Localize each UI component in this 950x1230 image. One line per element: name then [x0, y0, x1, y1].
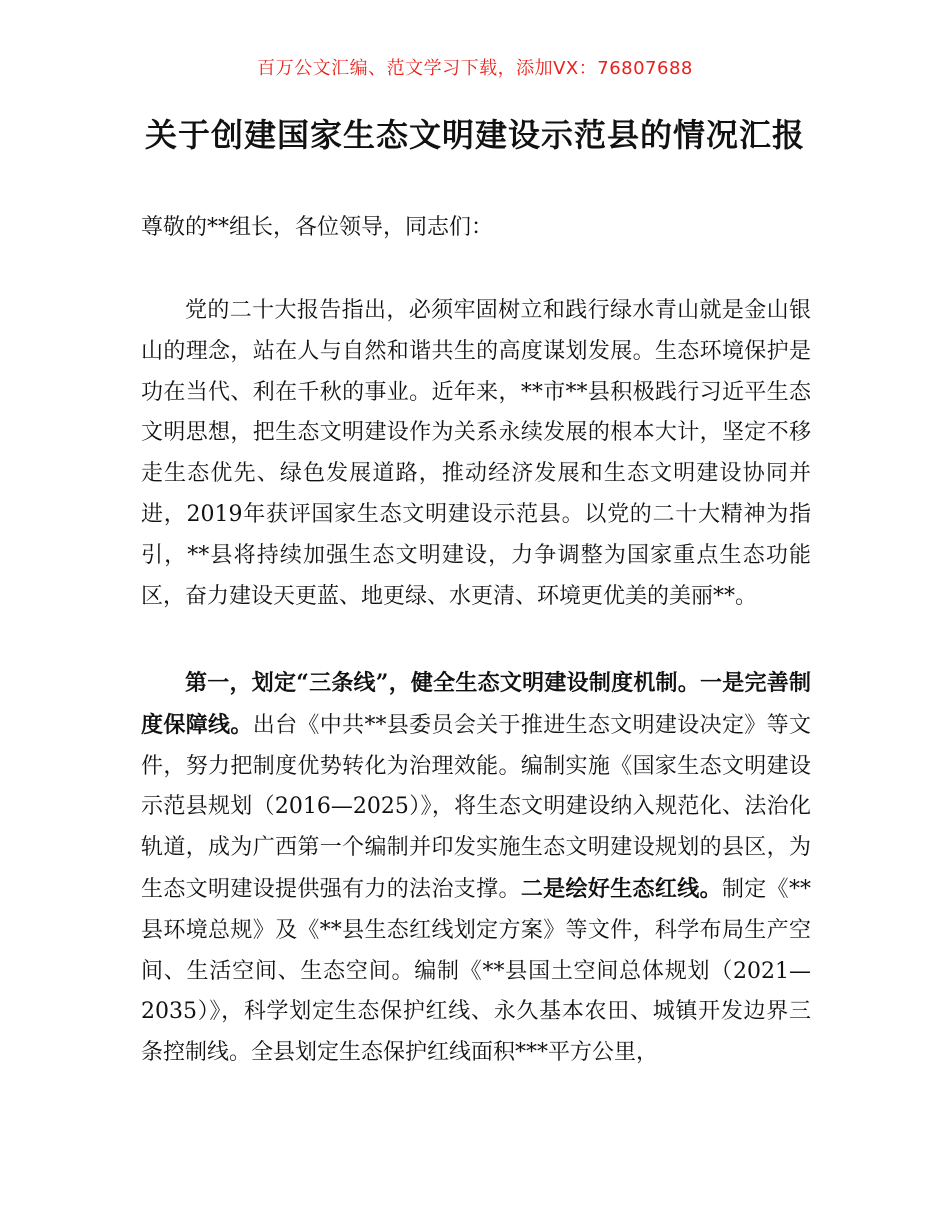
section-heading: 第一，划定“三条线”，健全生态文明建设制度机制。	[185, 670, 701, 696]
point-one-text: 出台《中共**县委员会关于推进生态文明建设决定》等文件，努力把制度优势转化为治理效能。编制实施《国家生态文明建设示范县规划（2016—2025）》，将生态文明建设纳入规范化、法治化轨道，成为广西第一个编制并印发实施生态文明建设规划的县区，为生态文明建设提供强有力的法治支撑。	[141, 712, 811, 902]
document-title: 关于创建国家生态文明建设示范县的情况汇报	[144, 116, 805, 154]
paragraph-intro: 党的二十大报告指出，必须牢固树立和践行绿水青山就是金山银山的理念，站在人与自然和谐共生的高度谋划发展。生态环境保护是功在当代、利在千秋的事业。近年来，**市**县积极践行习近平生态文明思想，把生态文明建设作为关系永续发展的根本大计，坚定不移走生态优先、绿色发展道路，推动经济发展和生态文明建设协同并进，2019年获评国家生态文明建设示范县。以党的二十大精神为指引，**县将持续加强生态文明建设，力争调整为国家重点生态功能区，奋力建设天更蓝、地更绿、水更清、环境更优美的美丽**。	[141, 298, 811, 609]
paragraph-section-one	[141, 663, 811, 1074]
point-two-text: 制定《**县环境总规》及《**县生态红线划定方案》等文件，科学布局生产空间、生活空间、生态空间。编制《**县国土空间总体规划（2021—2035）》，科学划定生态保护红线、永久基本农田、城镇开发边界三条控制线。全县划定生态保护红线面积***平方公里，	[141, 876, 811, 1066]
watermark-banner: 百万公文汇编、范文学习下载，添加VX：76807688	[257, 58, 693, 79]
point-two-heading: 二是绘好生态红线。	[520, 875, 722, 902]
point-one-heading: 一是完善制度保障线。	[141, 670, 811, 738]
salutation: 尊敬的**组长，各位领导，同志们：	[141, 215, 494, 240]
